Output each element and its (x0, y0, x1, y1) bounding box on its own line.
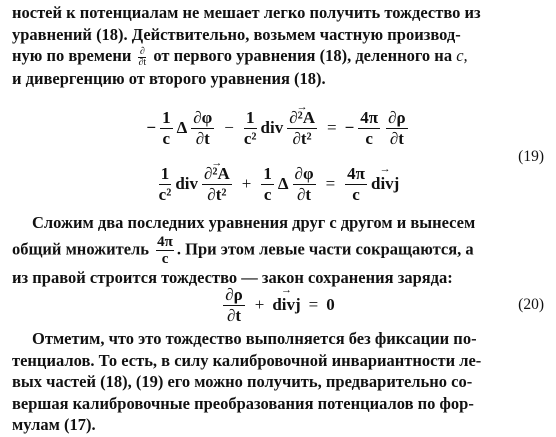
eq-div: div (260, 118, 284, 137)
eq-numerator: → ∂²A (287, 108, 317, 129)
eq-numerator: 1 (244, 108, 257, 129)
eq-numerator: 1 (162, 107, 171, 127)
eq-delta: Δ (277, 174, 289, 193)
eq-numerator: ∂ρ (388, 107, 406, 127)
inline-fraction (156, 234, 174, 267)
eq-equals: = (325, 174, 336, 193)
eq-denominator: ∂t² (292, 128, 312, 148)
eq-fraction (159, 164, 172, 205)
eq-fraction (160, 108, 173, 149)
text-fragment: от первого уравнения (18), деленного на (153, 46, 453, 65)
eq-denominator: c (162, 128, 171, 148)
eq-plus: + (254, 295, 265, 314)
text-line: уравнений (18). Действительно, возьмем частную производ- (12, 24, 461, 44)
eq-minus: − (344, 118, 355, 137)
eq-numerator: ∂φ (294, 163, 314, 183)
eq-numerator: 1 (159, 164, 172, 185)
eq-numerator: → ∂²A (202, 164, 232, 185)
eq-div: div (175, 174, 198, 193)
eq-denominator: c² (158, 184, 172, 204)
text-line: вых частей (18), (19) его можно получить, предварительно со- (12, 372, 473, 391)
text-fragment: ную по времени (12, 46, 132, 65)
eq-denominator: c (352, 184, 360, 204)
text-line: из правой строится тождество — закон сохранения заряда: (12, 267, 453, 287)
equation-number-20: (20) (518, 296, 544, 313)
text-fragment: . При этом левые части сокращаются, а (176, 238, 474, 258)
text-line (12, 45, 546, 68)
text-line: тенциалов. То есть, в силу калибровочной инвариантности ле- (12, 350, 482, 370)
eq-divj: → divj (272, 295, 300, 315)
text-line: Отметим, что это тождество выполняется без фиксации по- (32, 329, 477, 348)
eq-fraction (287, 108, 317, 149)
text-line (12, 234, 546, 267)
text-fragment-c: c, (456, 46, 468, 65)
fraction-numerator: ∂ (139, 45, 145, 57)
equation-19-line-2 (0, 160, 556, 208)
text-line: Сложим два последних уравнения друг с другом и вынесем (32, 213, 476, 232)
eq-denominator: ∂t² (207, 184, 227, 204)
paragraph-intro (12, 2, 546, 89)
eq-denominator: ∂t (389, 128, 404, 148)
eq-denominator: ∂t (226, 305, 242, 325)
eq-denominator: c² (243, 128, 257, 148)
eq-fraction (358, 108, 380, 149)
eq-denominator: ∂t (297, 184, 312, 204)
text-line: ностей к потенциалам не мешает легко получить тождество из (12, 3, 481, 22)
eq-numerator: ∂φ (193, 107, 213, 127)
text-line: вершая калибровочные преобразования потенциалов по фор- (12, 393, 474, 413)
eq-divj: → divj (371, 174, 399, 194)
paragraph-sum (12, 212, 546, 288)
fraction-denominator: c (161, 250, 169, 267)
equation-number-19: (19) (518, 148, 544, 165)
eq-fraction (261, 164, 274, 205)
eq-fraction (191, 108, 214, 149)
eq-fraction (345, 164, 367, 205)
eq-denominator: c (365, 128, 373, 148)
eq-fraction (293, 164, 316, 205)
fraction-numerator: 4π (157, 233, 173, 250)
eq-fraction (386, 108, 408, 149)
eq-plus: + (241, 174, 252, 193)
text-line: мулам (17). (12, 415, 96, 434)
eq-equals: = (308, 295, 319, 314)
eq-denominator: c (263, 184, 272, 204)
eq-numerator: 4π (347, 163, 365, 183)
eq-denominator: ∂t (195, 128, 210, 148)
eq-equals: = (326, 118, 337, 137)
equation-20 (0, 284, 556, 326)
eq-delta: Δ (176, 118, 188, 137)
eq-numerator: 1 (263, 163, 272, 183)
eq-numerator: ∂ρ (225, 284, 243, 304)
text-line: и дивергенцию от второго уравнения (18). (12, 68, 326, 88)
eq-fraction (223, 285, 245, 326)
inline-fraction (138, 47, 146, 68)
eq-fraction (202, 164, 232, 205)
eq-zero: 0 (326, 295, 335, 314)
eq-fraction (244, 108, 257, 149)
fraction-denominator: ∂t (138, 56, 147, 68)
eq-minus: − (224, 118, 234, 137)
equation-19-line-1 (0, 104, 556, 152)
eq-minus: − (146, 118, 157, 137)
eq-numerator: 4π (360, 107, 379, 127)
text-fragment: общий множитель (12, 238, 150, 258)
paragraph-conclusion (12, 328, 546, 436)
